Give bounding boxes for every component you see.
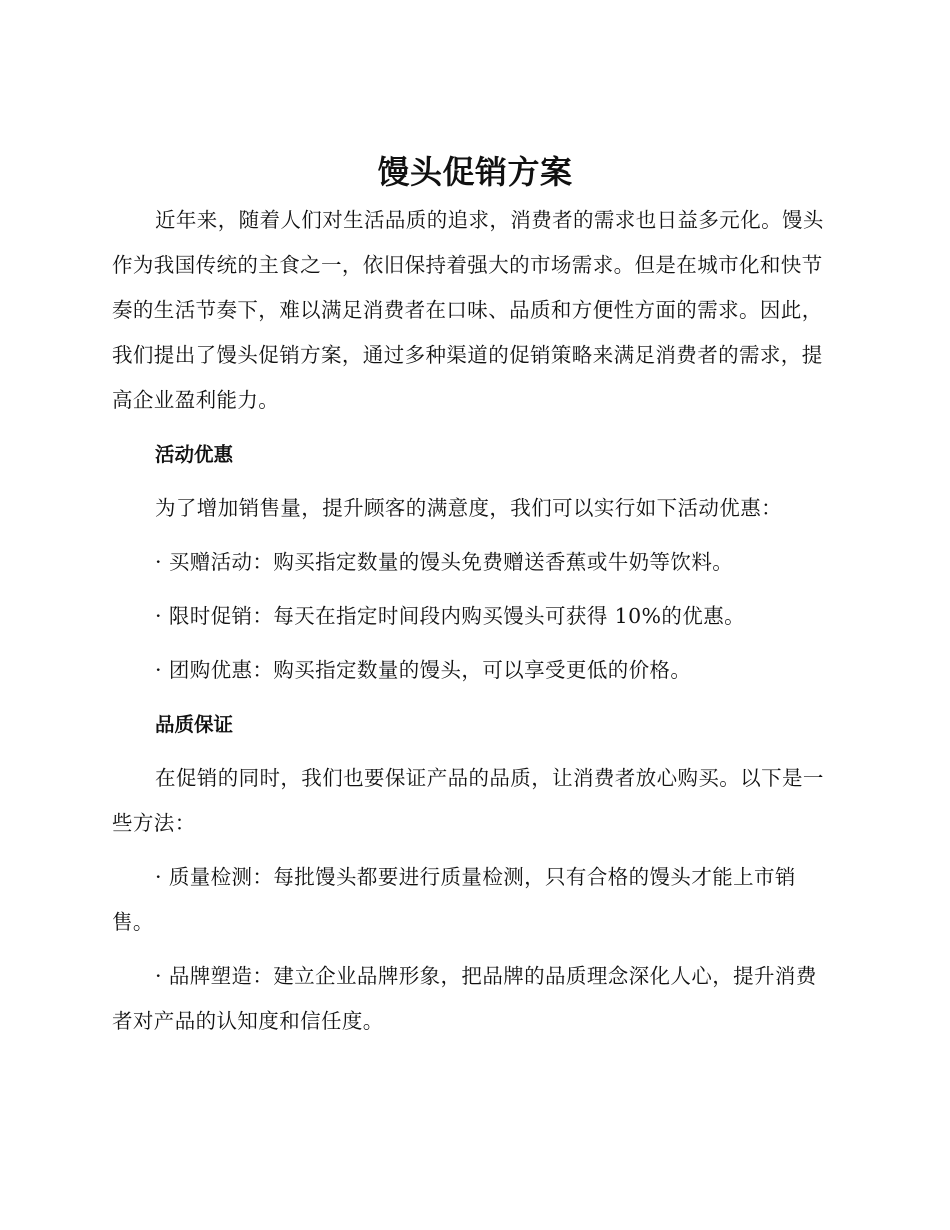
quality-item-branding: · 品牌塑造：建立企业品牌形象，把品牌的品质理念深化人心，提升消费者对产品的认知度和信任度。 — [112, 964, 817, 1033]
document-title: 馒头促销方案 — [377, 153, 573, 191]
quality-lead: 在促销的同时，我们也要保证产品的品质，让消费者放心购买。以下是一些方法： — [112, 766, 824, 835]
document-body — [112, 198, 834, 1044]
intro-paragraph: 近年来，随着人们对生活品质的追求，消费者的需求也日益多元化。馒头作为我国传统的主食之一，依旧保持着强大的市场需求。但是在城市化和快节奏的生活节奏下，难以满足消费者在口味、品质和方便性方面的需求。因此，我们提出了馒头促销方案，通过多种渠道的促销策略来满足消费者的需求，提高企业盈利能力。 — [112, 208, 824, 412]
promotions-lead: 为了增加销售量，提升顾客的满意度，我们可以实行如下活动优惠： — [155, 496, 782, 520]
promotion-item-group-buy: · 团购优惠：购买指定数量的馒头，可以享受更低的价格。 — [155, 658, 692, 682]
promotion-item-limited-time: · 限时促销：每天在指定时间段内购买馒头可获得 10%的优惠。 — [155, 604, 746, 628]
section-heading-quality: 品质保证 — [155, 713, 234, 736]
section-heading-promotions: 活动优惠 — [155, 443, 234, 466]
promotion-item-gift: · 买赠活动：购买指定数量的馒头免费赠送香蕉或牛奶等饮料。 — [155, 550, 734, 574]
quality-item-inspection: · 质量检测：每批馒头都要进行质量检测，只有合格的馒头才能上市销售。 — [112, 865, 796, 934]
